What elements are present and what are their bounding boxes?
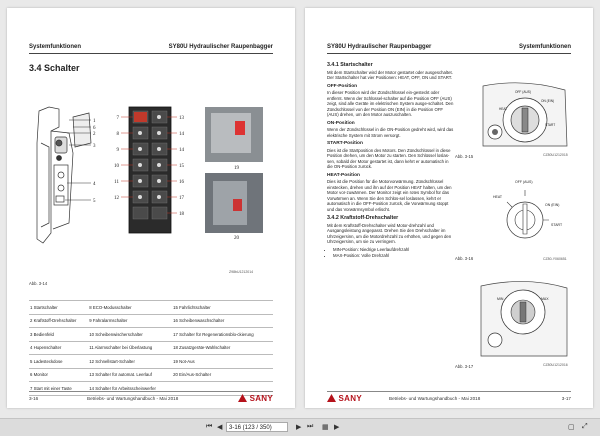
callout-4: 4 <box>93 182 96 187</box>
page-footer <box>29 391 273 406</box>
page-number: 3-16 <box>29 396 39 401</box>
label-min: MIN <box>497 297 504 301</box>
legend-cell: 13 Schalter für automat. Leerlauf <box>88 368 172 382</box>
heading-off: OFF-Position <box>327 83 358 89</box>
page-header <box>29 44 273 54</box>
label-heat: HEAT <box>499 107 508 111</box>
label-off: OFF (AUS) <box>515 180 533 184</box>
header-right: Systemfunktionen <box>518 44 571 50</box>
label-on: ON (EIN) <box>545 203 560 207</box>
callout-12: 12 <box>114 196 119 201</box>
callout-11: 11 <box>114 180 119 185</box>
legend-table <box>29 300 273 396</box>
sany-logo-icon <box>238 394 247 402</box>
figure-code: CZ80U1212016 <box>543 363 568 367</box>
callout-8: 8 <box>116 132 119 137</box>
figure-caption: Abb. 3-14 <box>29 281 48 286</box>
paragraph-start: Dies ist die Startposition des Motors. Den Zündschlüssel in diese Position drehen, um den Motor zu starten. Den Schlüssel loslas-sen, sobald der Motor gestartet ist, dann kehrt er automatisch in die ON-Position zurück. <box>327 147 451 169</box>
figure-3-15 <box>475 80 571 152</box>
callout-17: 17 <box>179 196 184 201</box>
last-page-icon[interactable]: ⏭ <box>307 423 314 430</box>
legend-cell: 9 Fahralarmschalter <box>88 314 172 328</box>
text-column <box>327 63 454 260</box>
bullet-list <box>327 247 454 259</box>
legend-row <box>29 301 273 315</box>
callout-7: 7 <box>116 116 119 121</box>
sany-logo <box>238 394 273 403</box>
paragraph-fuel: Mit dem Kraftstoff-Drehschalter wird Motor-drehzahl und Ausgangsleistung angepasst. Drehen Sie den Drehschalter im Uhrzeigersinn, um die Motordrehzahl zu erhöhen, und gegen den Uhrzeigersinn, um sie zu verringern. <box>327 222 452 244</box>
header-left: SY80U Hydraulischer Raupenbagger <box>327 44 432 50</box>
bullet-item: • MAX-Position: Volle Drehzahl <box>333 253 454 259</box>
play-icon[interactable]: ▶ <box>334 424 340 431</box>
legend-cell: 19 Not-Aus <box>172 355 273 369</box>
paragraph-off: In dieser Position wird der Zündschlüssel ein-gesteckt oder entfernt. Wenn der Schlüssel-schalter auf die Position OFF (AUS) zeigt, sind alle Geräte im elektrischen System ausge-schaltet. Den Zündschlüssel von der Position ON (EIN) in die Position OFF (AUS) drehen, um den Motor auszuschalten. <box>327 90 454 117</box>
legend-cell: 14 Schalter für Arbeitsscheinwerfer <box>88 382 172 396</box>
header-right: SY80U Hydraulischer Raupenbagger <box>168 44 273 50</box>
sany-logo <box>327 394 362 403</box>
first-page-icon[interactable]: ⏮ <box>206 423 213 430</box>
legend-cell: 16 Scheibenwaschschalter <box>172 314 273 328</box>
legend-row <box>29 314 273 328</box>
legend-cell: 2 Kraftstoff-Drehschalter <box>29 314 88 328</box>
figure-3-16 <box>485 174 565 254</box>
heading-heat: HEAT-Position <box>327 172 360 178</box>
figure-code: CZ80U1212015 <box>543 153 568 157</box>
legend-cell: 11 Alarmschalter bei Überlastung <box>88 341 172 355</box>
switch-figure <box>29 103 273 263</box>
legend-cell: 12 Schnellstart-Schalter <box>88 355 172 369</box>
logo-text: SANY <box>338 394 362 403</box>
callout-3: 3 <box>93 144 96 149</box>
figure-3-17 <box>475 276 571 360</box>
footer-text: Betriebs- und Wartungshandbuch - Mai 2018 <box>87 396 179 401</box>
figure-caption: Abb. 3-17 <box>455 364 474 369</box>
callout-20: 20 <box>234 236 239 241</box>
page-header <box>327 44 571 54</box>
header-left: Systemfunktionen <box>29 44 82 50</box>
legend-cell: 1 Startschalter <box>29 301 88 315</box>
figure-caption: Abb. 3-16 <box>455 256 474 261</box>
callout-13: 13 <box>179 116 184 121</box>
legend-cell: 5 Ladesteckdose <box>29 355 88 369</box>
legend-cell: 4 Hupenschalter <box>29 341 88 355</box>
fullscreen-icon[interactable]: ⤢ <box>582 423 588 430</box>
bullet-item: • MIN-Position: Niedrige Leerlaufdrehzahl <box>333 247 454 253</box>
page-number-input[interactable]: 3-16 (123 / 350) <box>226 422 288 432</box>
legend-cell: 6 Monitor <box>29 368 88 382</box>
footer-text: Betriebs- und Wartungshandbuch - Mai 2018 <box>389 396 481 401</box>
ignition-photo-drawing <box>475 80 571 152</box>
legend-cell: 10 Scheibenwischerschalter <box>88 328 172 342</box>
figure-code: CZ80-Y060651 <box>543 257 567 261</box>
fuel-dial-drawing <box>475 276 571 360</box>
right-page <box>305 8 593 408</box>
callout-6: 6 <box>93 126 96 131</box>
viewer-toolbar <box>0 418 600 436</box>
sany-logo-icon <box>327 394 336 402</box>
label-off: OFF (AUS) <box>515 90 531 94</box>
key-switch-diagram <box>485 174 565 254</box>
label-start: START <box>551 223 563 227</box>
figure-code: Z98bU1212014 <box>229 270 254 274</box>
callout-9: 9 <box>116 148 119 153</box>
callout-10: 10 <box>114 164 119 169</box>
legend-cell: 15 Fahrlichtschalter <box>172 301 273 315</box>
callout-5: 5 <box>93 199 96 204</box>
thumbnail-icon[interactable]: ▦ <box>322 424 329 431</box>
page-number: 3-17 <box>561 396 571 401</box>
paragraph-on: Wenn der Zündschlüssel in die ON-Position gedreht wird, wird das elektrische System mit Strom versorgt. <box>327 127 454 138</box>
legend-cell: 3 Bedienfeld <box>29 328 88 342</box>
callout-18: 18 <box>179 212 184 217</box>
legend-cell: 7 Start mit einer Taste <box>29 382 88 396</box>
label-on: ON (EIN) <box>541 99 555 103</box>
legend-cell: 17 Schalter für Regenerationsblo-ckierung <box>172 328 273 342</box>
prev-page-icon[interactable]: ◀ <box>217 424 223 431</box>
legend-row <box>29 328 273 342</box>
label-heat: HEAT <box>493 195 503 199</box>
label-max: MAX <box>541 297 549 301</box>
subsection-342: 3.4.2 Kraftstoff-Drehschalter <box>327 215 399 221</box>
window-icon[interactable]: ▢ <box>568 424 575 431</box>
heading-on: ON-Position <box>327 120 355 126</box>
paragraph-heat: Dies ist die Position für die Motorvorwärmung. Zündschlüssel einstecken, drehen und ihn auf der Position HEAT halten, um den Motor vor-zuwärmen. Der Monitor zeigt ein rotes Symbol für das Vorwärmen an. Wenn Sie den Schlüs-sel loslassen, kehrt er automatisch in die OFF-Position zurück, die Vorwärmung stoppt und das Vorwärmsymbol erlischt. <box>327 179 452 212</box>
legend-row <box>29 341 273 355</box>
legend-cell: 20 Ein/Aus-Schalter <box>172 368 273 382</box>
switch-illustration <box>29 103 273 263</box>
page-footer <box>327 391 571 406</box>
legend-cell: 18 Zusatzgeräte-Wahlschalter <box>172 341 273 355</box>
left-page <box>7 8 295 408</box>
callout-16: 16 <box>179 180 184 185</box>
logo-text: SANY <box>249 394 273 403</box>
legend-row <box>29 368 273 382</box>
callout-1: 1 <box>93 119 96 124</box>
figure-caption: Abb. 3-15 <box>455 154 474 159</box>
heading-start: START-Position <box>327 141 363 146</box>
callout-19: 19 <box>234 166 239 171</box>
subsection-341: 3.4.1 Startschalter <box>327 62 373 68</box>
next-page-icon[interactable]: ▶ <box>296 424 302 431</box>
callout-15: 15 <box>179 164 184 169</box>
callout-14a: 14 <box>179 132 184 137</box>
legend-row <box>29 355 273 369</box>
label-start: START <box>545 123 556 127</box>
section-title: 3.4 Schalter <box>29 63 80 73</box>
callout-2: 2 <box>93 132 96 137</box>
callout-14b: 14 <box>179 148 184 153</box>
paragraph-intro: Mit dem Startschalter wird der Motor gestartet oder ausgeschaltet. Der Startschalter hat vier Positionen: HEAT, OFF, ON und START. <box>327 69 453 80</box>
legend-cell: 8 ECO-Modusschalter <box>88 301 172 315</box>
